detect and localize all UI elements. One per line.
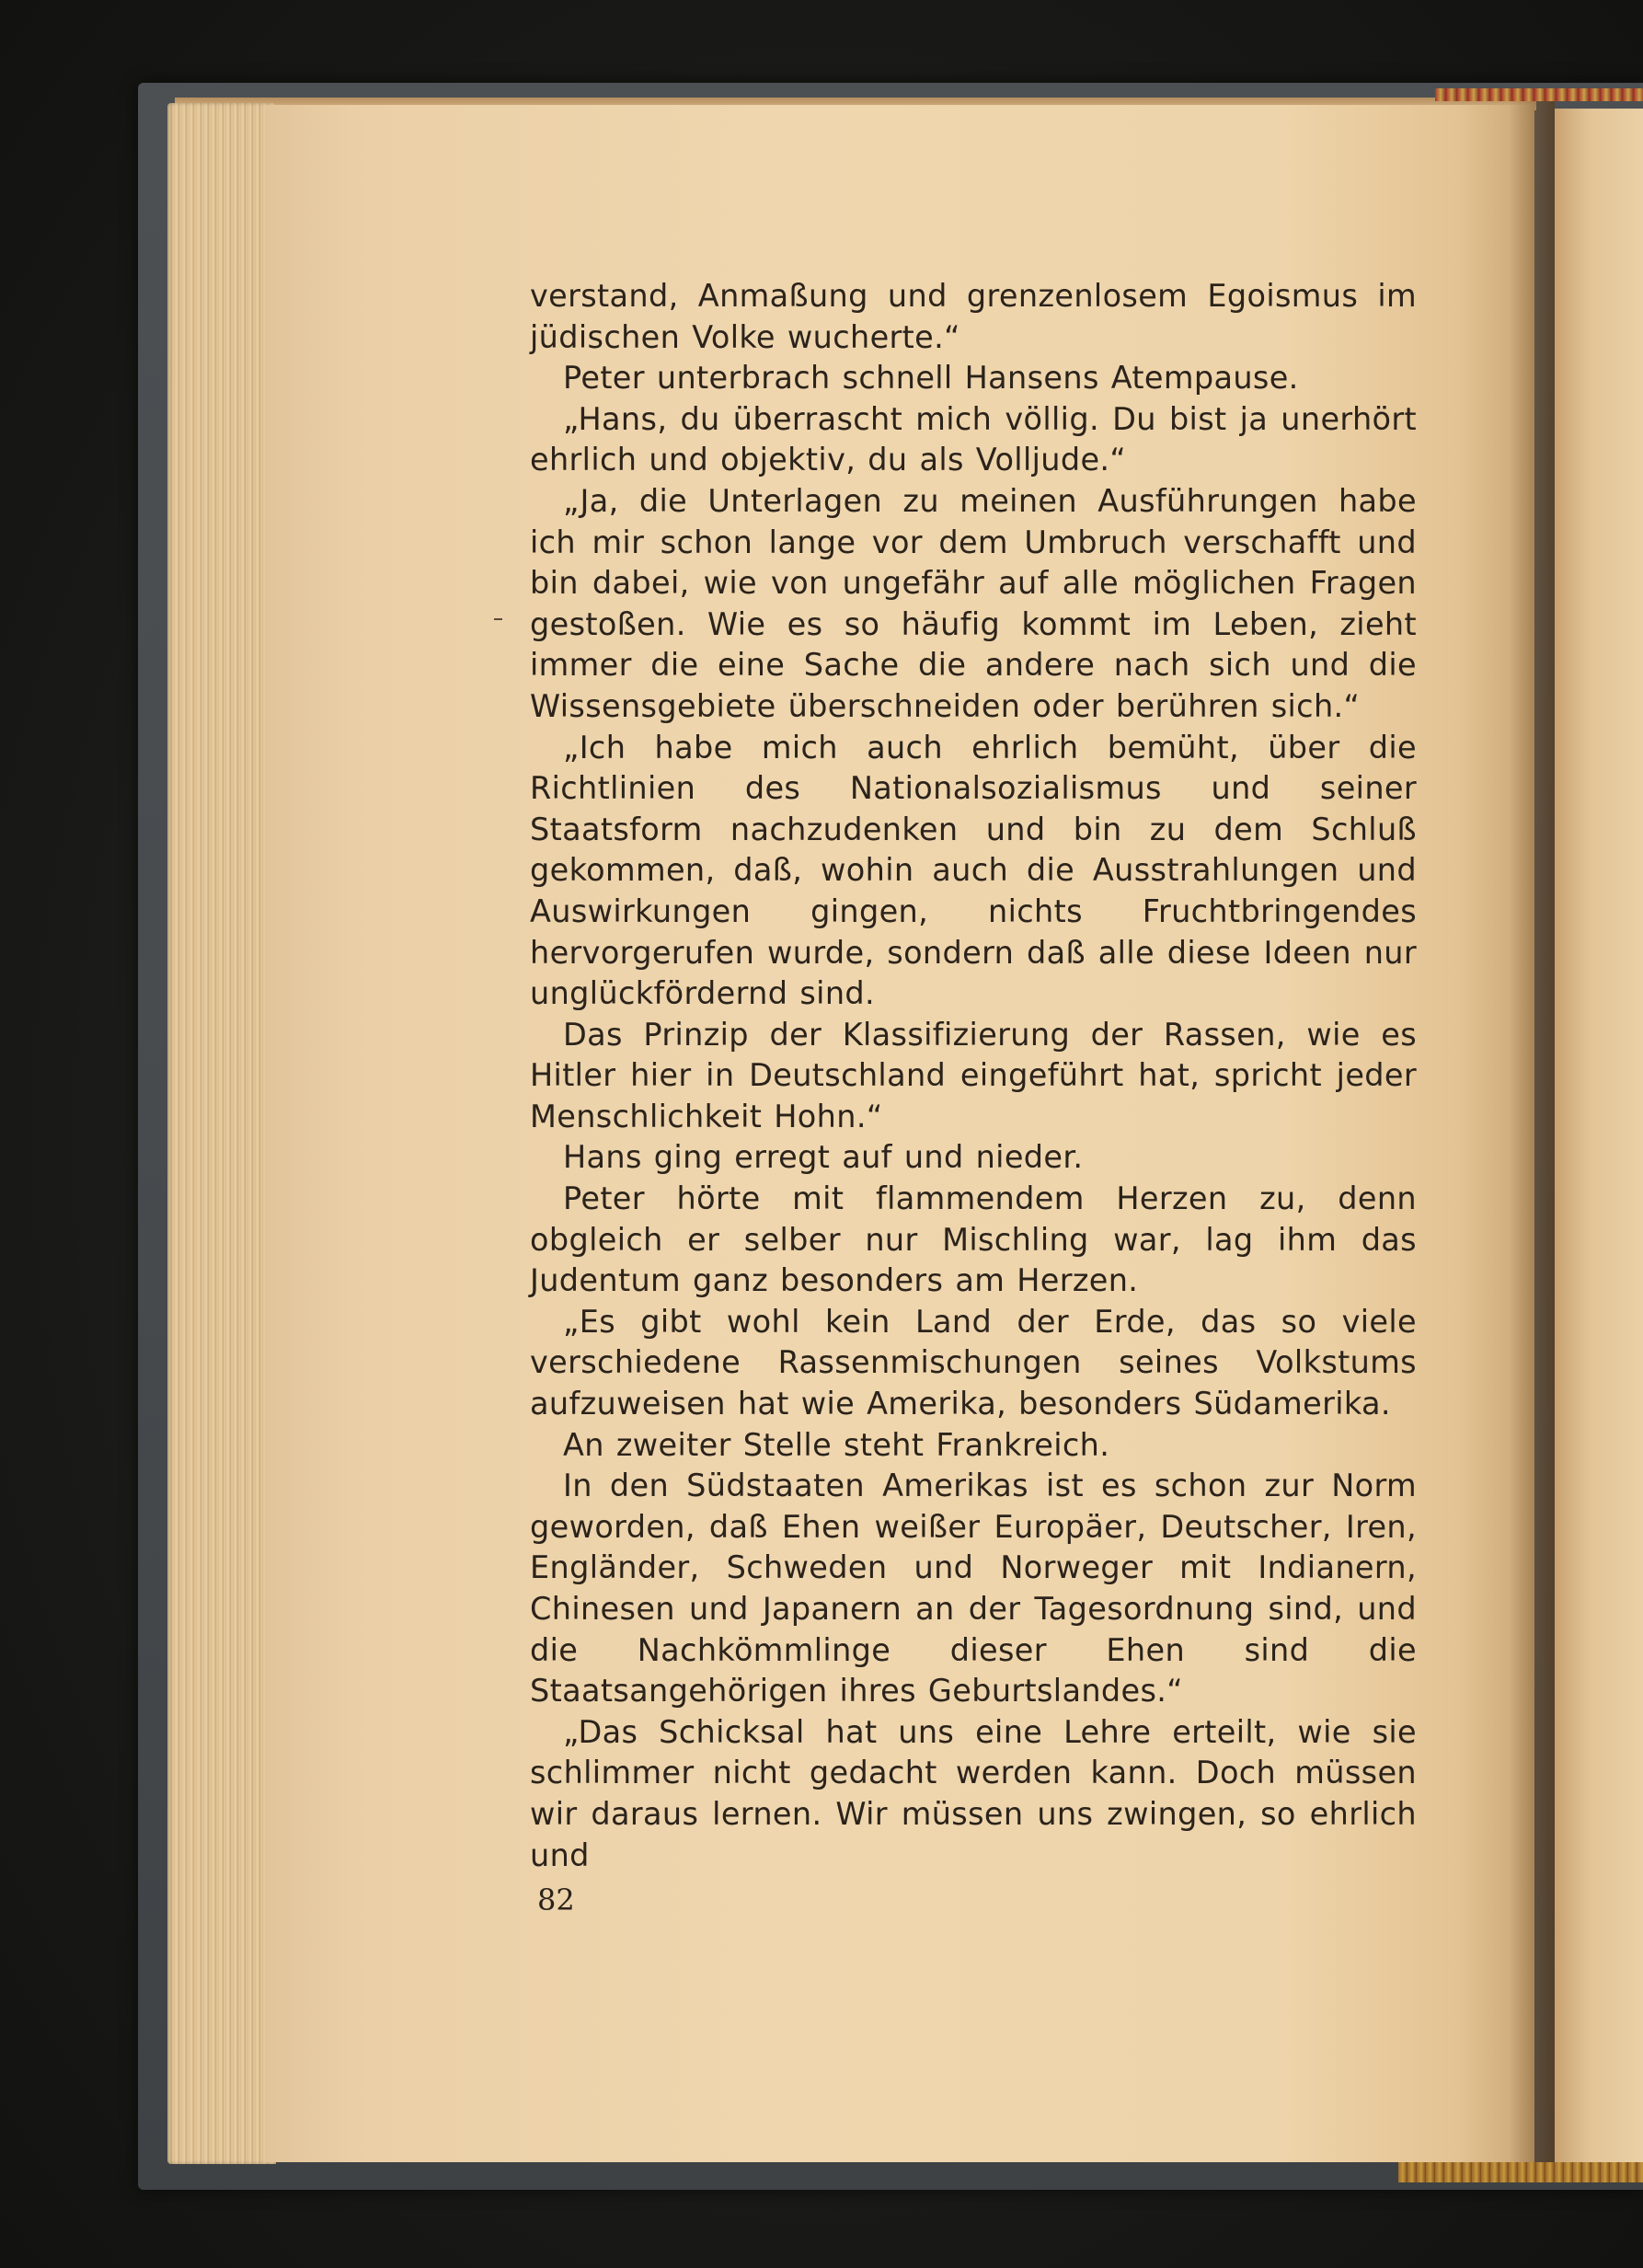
page-number: 82	[537, 1882, 575, 1917]
paragraph: An zweiter Stelle steht Frankreich.	[563, 1426, 1110, 1463]
paragraph: Das Prinzip der Klassifizierung der Rassen, wie es Hitler hier in Deutschland eingeführt hat, spricht jeder Menschlichkeit Hohn.“	[530, 1016, 1417, 1134]
page-gutter	[1509, 101, 1555, 2166]
paragraph: „Hans, du überrascht mich völlig. Du bist ja unerhört ehrlich und objektiv, du als Volljude.“	[530, 400, 1417, 478]
paragraph: „Das Schicksal hat uns eine Lehre erteilt, wie sie schlimmer nicht gedacht werden kann. Doch müssen wir daraus lernen. Wir müssen uns zwingen, so ehrlich und	[530, 1713, 1417, 1873]
page-text	[530, 276, 1417, 1876]
paragraph: „Es gibt wohl kein Land der Erde, das so viele verschiedene Rassenmischungen seines Volkstums aufzuweisen hat wie Amerika, besonders Südamerika.	[530, 1303, 1417, 1422]
facing-page	[1555, 109, 1643, 2162]
paragraph: Peter unterbrach schnell Hansens Atempause.	[563, 360, 1299, 397]
paragraph: verstand, Anmaßung und grenzenlosem Egoismus im jüdischen Volke wucherte.“	[530, 278, 1417, 355]
paragraph: „Ich habe mich auch ehrlich bemüht, über die Richtlinien des Nationalsozialismus und seiner Staatsform nachzudenken und bin zu dem Schluß gekommen, daß, wohin auch die Ausstrahlungen und Auswirkungen gingen, nichts Fruchtbringendes hervorgerufen wurde, sondern daß alle diese Ideen nur unglückfördernd sind.	[530, 729, 1417, 1012]
paragraph: Peter hörte mit flammendem Herzen zu, denn obgleich er selber nur Mischling war, lag ihm das Judentum ganz besonders am Herzen.	[530, 1180, 1417, 1299]
headband-bottom	[1398, 2162, 1643, 2182]
headband-top	[1435, 88, 1643, 101]
paragraph: „Ja, die Unterlagen zu meinen Ausführungen habe ich mir schon lange vor dem Umbruch verschafft und bin dabei, wie von ungefähr auf alle möglichen Fragen gestoßen. Wie es so häufig kommt im Leben, zieht immer die eine Sache die andere nach sich und die Wissensgebiete überschneiden oder berühren sich.“	[530, 482, 1417, 724]
page-edges	[167, 103, 276, 2164]
paragraph: In den Südstaaten Amerikas ist es schon zur Norm geworden, daß Ehen weißer Europäer, Deutscher, Iren, Engländer, Schweden und Norweger mit Indianern, Chinesen und Japanern an der Tagesordnung sind, und die Nachkömmlinge dieser Ehen sind die Staatsangehörigen ihres Geburtslandes.“	[530, 1468, 1417, 1710]
margin-mark	[494, 618, 502, 620]
paragraph: Hans ging erregt auf und nieder.	[563, 1139, 1084, 1176]
